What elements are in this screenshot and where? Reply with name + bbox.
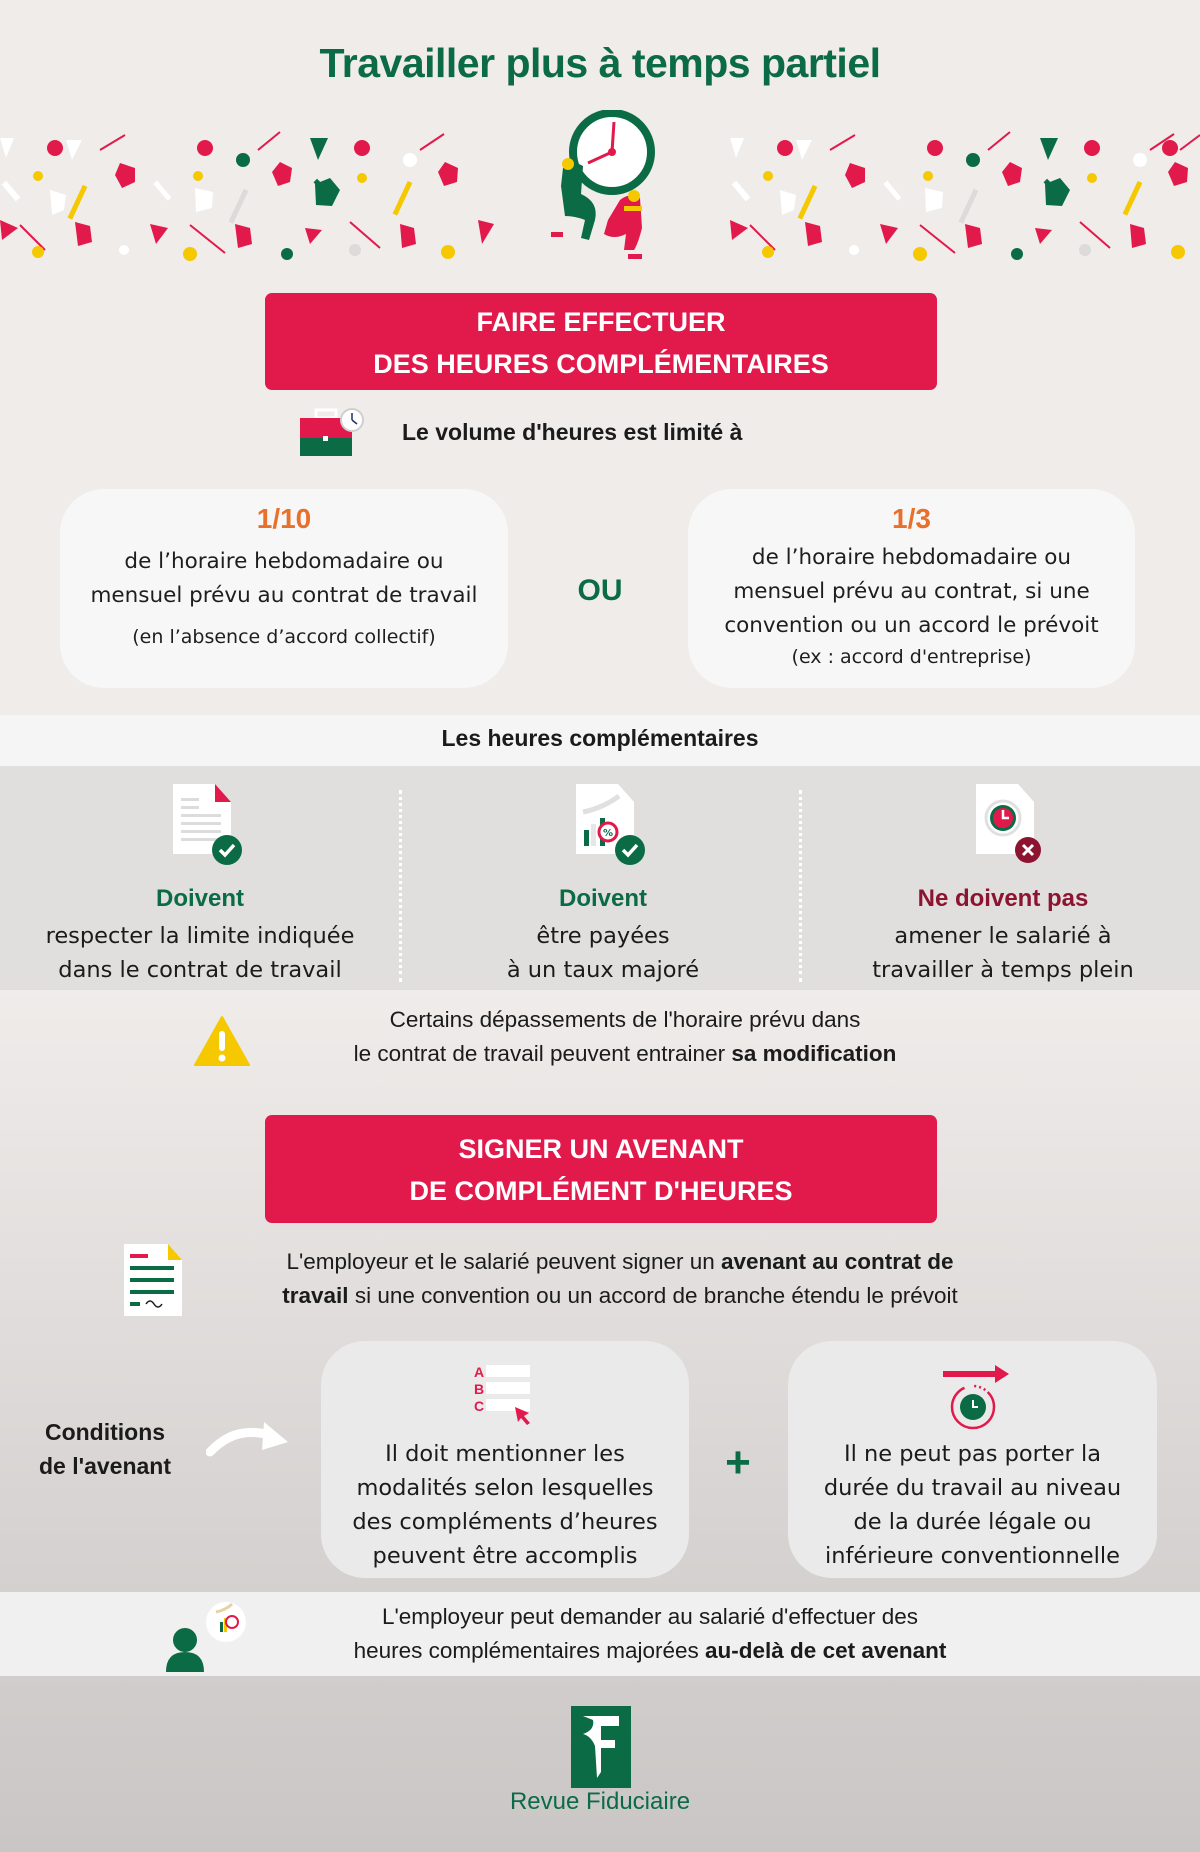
svg-text:A: A [474,1364,485,1380]
svg-text:C: C [474,1398,485,1414]
fraction-value: 1/3 [892,503,931,534]
condition-card [321,1341,689,1578]
abc-list-cursor-icon [470,1361,540,1431]
rule-text-line: à un taux majoré [506,957,700,983]
option-note: (en l’absence d’accord collectif) [132,626,436,648]
conditions-label [25,1415,185,1483]
option-card-1-3 [688,489,1135,688]
confetti-clock-illustration [0,110,1200,270]
conditions-label-line: de l'avenant [38,1453,171,1479]
warning-icon [193,1015,251,1067]
banner-line-2: DES HEURES COMPLÉMENTAIRES [373,349,829,379]
or-separator: OU [577,574,623,607]
option-note: (ex : accord d'entreprise) [791,646,1032,668]
svg-text:B: B [474,1381,485,1397]
rule-text-line: amener le salarié à [894,923,1112,949]
rule-text-line: respecter la limite indiquée [45,923,355,949]
section-banner-avenant [265,1115,937,1223]
condition-text-line: inférieure conventionnelle [825,1543,1120,1569]
volume-limit-label: Le volume d'heures est limité à [402,419,743,445]
condition-text-line: peuvent être accomplis [372,1543,638,1569]
brand-name: Revue Fiduciaire [509,1788,691,1815]
condition-text-line: durée du travail au niveau [823,1475,1122,1501]
avenant-intro-bold: travail [282,1283,349,1308]
clock-cross-icon [958,780,1048,870]
warning-line-1: Certains dépassements de l'horaire prévu dans [389,1007,861,1032]
employer-note-emphasis: au-delà de cet avenant [705,1638,947,1663]
conditions-label-line: Conditions [44,1419,166,1445]
condition-text-line: des compléments d’heures [352,1509,658,1535]
rule-item [0,780,400,987]
avenant-intro [220,1245,1020,1313]
rule-text-line: travailler à temps plein [872,957,1134,983]
clock-arrow-icon [933,1361,1013,1431]
rule-text-line: être payées [536,923,670,949]
warning-emphasis: sa modification [731,1041,897,1066]
option-text-line: de l’horaire hebdomadaire ou [751,545,1072,570]
clock-illustration [551,113,651,259]
rule-item [403,780,803,987]
condition-text-line: Il doit mentionner les [385,1441,625,1467]
fraction-value: 1/10 [256,503,312,534]
avenant-intro-text: si une convention ou un accord de branche étendu le prévoit [348,1283,958,1308]
chart-percent-check-icon [558,780,648,870]
banner-line-1: SIGNER UN AVENANT [458,1134,744,1164]
rule-heading: Doivent [155,885,244,912]
option-text-line: de l’horaire hebdomadaire ou [124,549,444,574]
banner-line-1: FAIRE EFFECTUER [476,307,726,337]
employer-note-line: L'employeur peut demander au salarié d'effectuer des [381,1604,918,1629]
rule-heading: Doivent [558,885,647,912]
option-text-line: mensuel prévu au contrat de travail [90,583,478,608]
briefcase-clock-icon [298,408,364,458]
page-title: Travailler plus à temps partiel [319,40,881,86]
condition-text-line: de la durée légale ou [853,1509,1092,1535]
warning-line-2: le contrat de travail peuvent entrainer [353,1041,732,1066]
curved-arrow-icon [206,1418,292,1460]
volume-limit-row [298,405,742,460]
rule-item [803,780,1200,987]
section-banner-heures-complementaires [265,293,937,390]
contract-document-icon [122,1242,186,1318]
avenant-intro-text: L'employeur et le salarié peuvent signer un [286,1249,721,1274]
rule-heading: Ne doivent pas [917,885,1089,912]
banner-line-2: DE COMPLÉMENT D'HEURES [409,1176,793,1206]
rule-text-line: dans le contrat de travail [58,957,342,983]
plus-sign: + [725,1438,751,1487]
employer-note-line: heures complémentaires majorées [353,1638,706,1663]
condition-card [788,1341,1157,1578]
rf-logo-icon [571,1706,631,1788]
option-text-line: mensuel prévu au contrat, si une [733,579,1090,604]
svg-text:%: % [602,828,614,839]
option-text-line: convention ou un accord le prévoit [724,613,1099,638]
document-check-icon [155,780,245,870]
condition-text-line: modalités selon lesquelles [356,1475,654,1501]
avenant-intro-bold: avenant au contrat de [721,1249,954,1274]
option-card-1-10 [60,489,508,688]
employer-note [280,1600,1020,1668]
heures-title: Les heures complémentaires [441,725,759,751]
condition-text-line: Il ne peut pas porter la [843,1441,1101,1467]
person-chart-icon [160,1600,260,1674]
